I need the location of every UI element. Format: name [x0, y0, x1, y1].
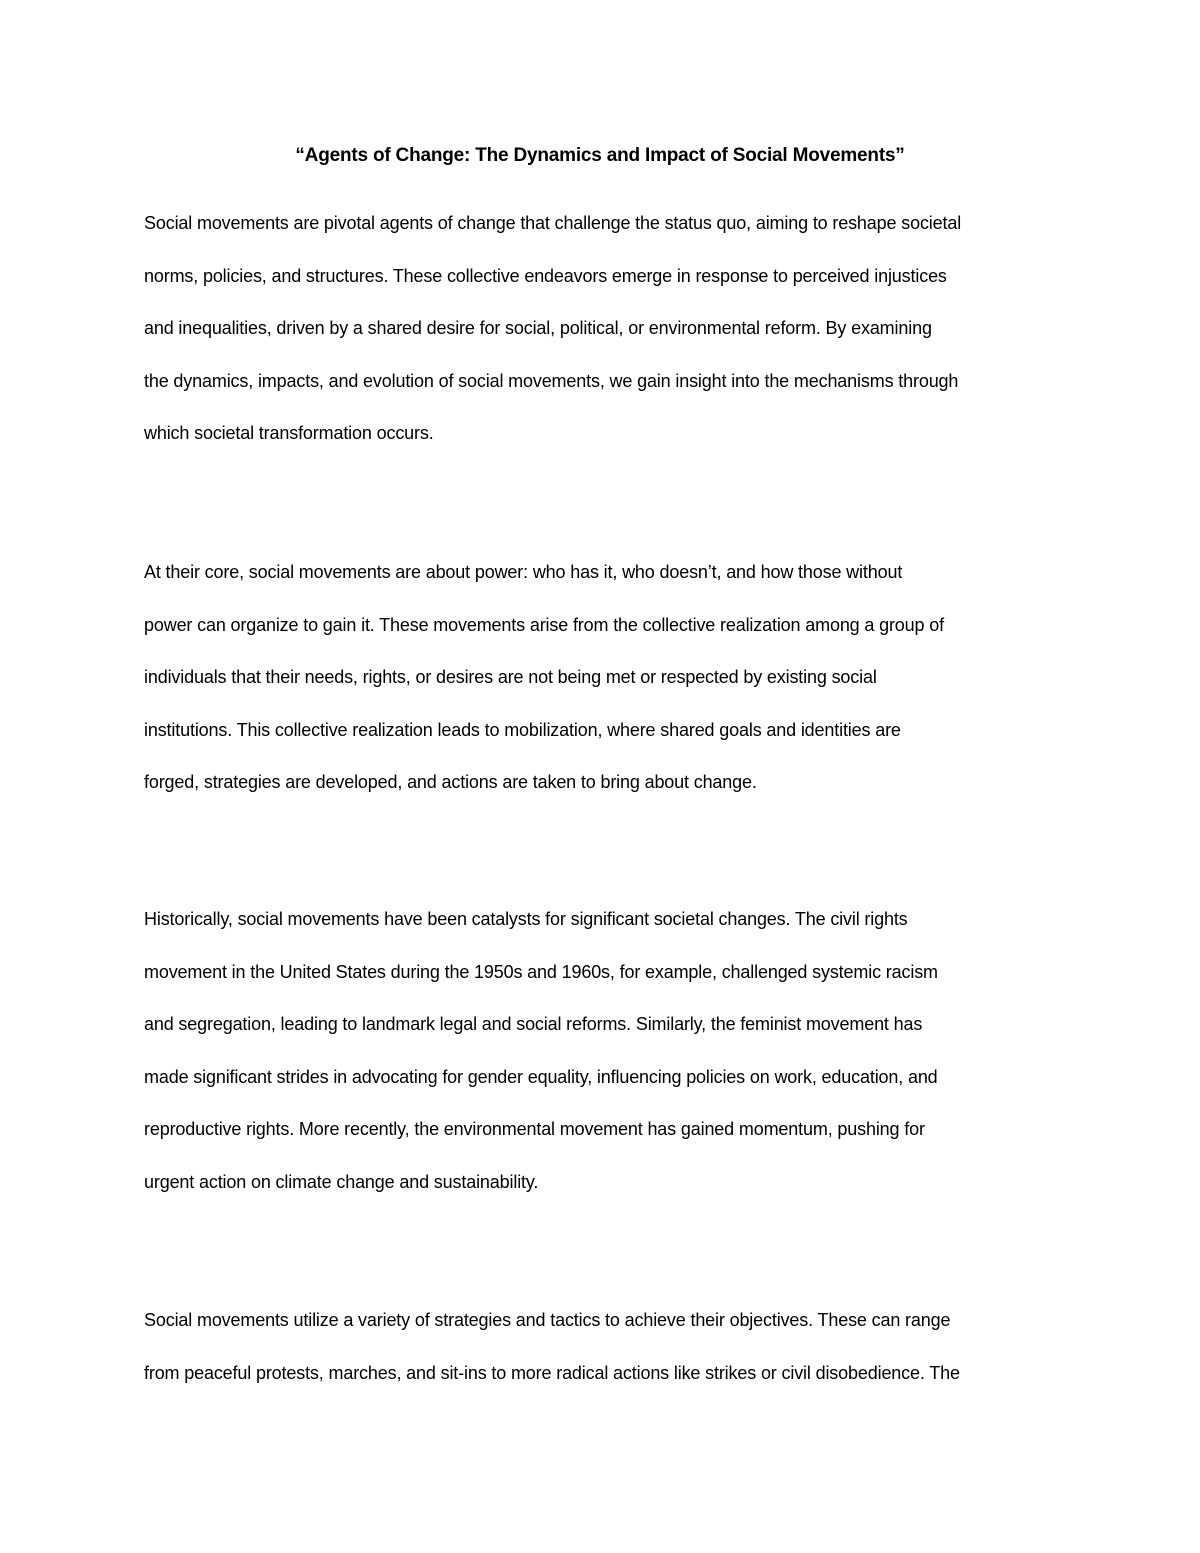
paragraph-4 [144, 1305, 1059, 1410]
paragraph-line: urgent action on climate change and sustainability. [144, 1171, 539, 1192]
paragraph-3 [144, 904, 1059, 1220]
paragraph-line: Social movements utilize a variety of strategies and tactics to achieve their objectives. These can range [144, 1310, 951, 1330]
paragraph-line: forged, strategies are developed, and actions are taken to bring about change. [144, 772, 757, 793]
paragraph-line: norms, policies, and structures. These collective endeavors emerge in response to perceived injustices [144, 265, 947, 286]
paragraph-line: individuals that their needs, rights, or desires are not being met or respected by existing social [144, 667, 877, 688]
paragraph-line: At their core, social movements are about power: who has it, who doesn’t, and how those without [144, 562, 903, 582]
paragraph-line: the dynamics, impacts, and evolution of social movements, we gain insight into the mechanisms through [144, 370, 959, 391]
paragraph-line: power can organize to gain it. These movements arise from the collective realization among a group of [144, 614, 944, 635]
paragraph-line: and segregation, leading to landmark legal and social reforms. Similarly, the feminist movement has [144, 1014, 923, 1035]
paragraph-line: reproductive rights. More recently, the environmental movement has gained momentum, pushing for [144, 1119, 925, 1140]
paragraph-line: institutions. This collective realization leads to mobilization, where shared goals and identities are [144, 719, 901, 740]
paragraph-line: and inequalities, driven by a shared desire for social, political, or environmental reform. By examining [144, 318, 932, 339]
paragraph-line: movement in the United States during the 1950s and 1960s, for example, challenged systemic racism [144, 961, 938, 982]
paragraph-line: Social movements are pivotal agents of change that challenge the status quo, aiming to reshape societal [144, 213, 962, 233]
paragraph-line: from peaceful protests, marches, and sit-ins to more radical actions like strikes or civil disobedience. The [144, 1362, 960, 1383]
paragraph-line: Historically, social movements have been catalysts for significant societal changes. The civil rights [144, 909, 908, 929]
document-title: “Agents of Change: The Dynamics and Impact of Social Movements” [295, 145, 905, 166]
paragraph-line: which societal transformation occurs. [144, 423, 434, 444]
paragraph-line: made significant strides in advocating for gender equality, influencing policies on work, education, and [144, 1066, 938, 1087]
paragraph-1 [144, 208, 1059, 471]
paragraph-2 [144, 557, 1059, 820]
